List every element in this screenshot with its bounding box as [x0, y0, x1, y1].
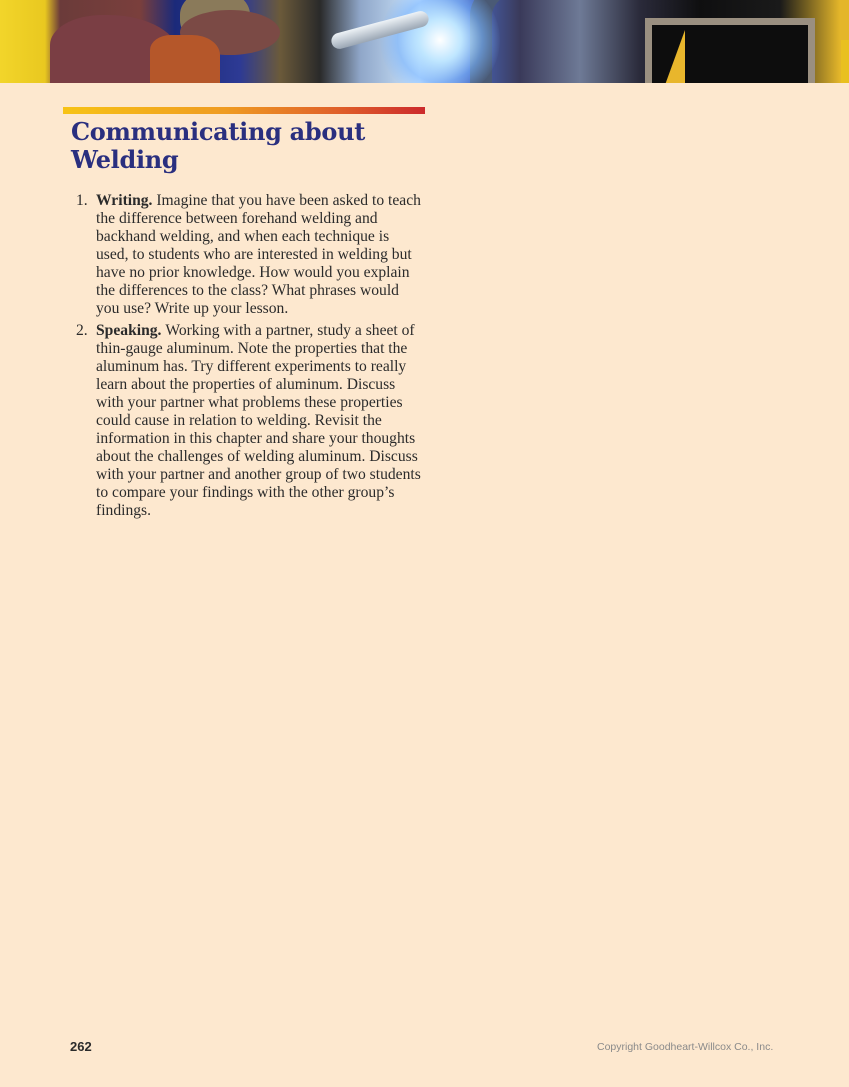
- banner-yellow-shape: [665, 30, 685, 83]
- activity-number: 1.: [76, 192, 88, 209]
- section-title: Communicating about Welding: [71, 117, 366, 174]
- banner-glove-shape: [150, 35, 220, 83]
- activity-text: Working with a partner, study a sheet of thin-gauge aluminum. Note the properties that the aluminum has. Try different experiments to really learn about the properties of aluminum. Discuss with your partner what problems these properties could cause in relation to welding. Revisit the information in this chapter and share your thoughts about the challenges of welding aluminum. Discuss with your partner and another group of two students to compare your findings with the other group’s findings.: [96, 322, 421, 519]
- copyright-notice: Copyright Goodheart-Willcox Co., Inc.: [597, 1041, 774, 1053]
- activity-number: 2.: [76, 322, 88, 339]
- header-banner-image: [0, 0, 849, 83]
- activity-lead: Speaking.: [96, 322, 166, 339]
- section-color-rule: [63, 107, 425, 114]
- activity-lead: Writing.: [96, 192, 157, 209]
- page-number: 262: [70, 1039, 92, 1054]
- activity-list: [64, 192, 424, 524]
- activity-text: Imagine that you have been asked to teach the difference between forehand welding and backhand welding, and when each technique is used, to students who are interested in welding but have no prior knowledge. How would you explain the differences to the class? What phrases would you use? Write up your lesson.: [96, 192, 421, 317]
- banner-welding-spark: [380, 0, 500, 83]
- activity-item: [64, 192, 424, 318]
- activity-item: [64, 322, 424, 520]
- banner-yellow-shape: [841, 40, 849, 83]
